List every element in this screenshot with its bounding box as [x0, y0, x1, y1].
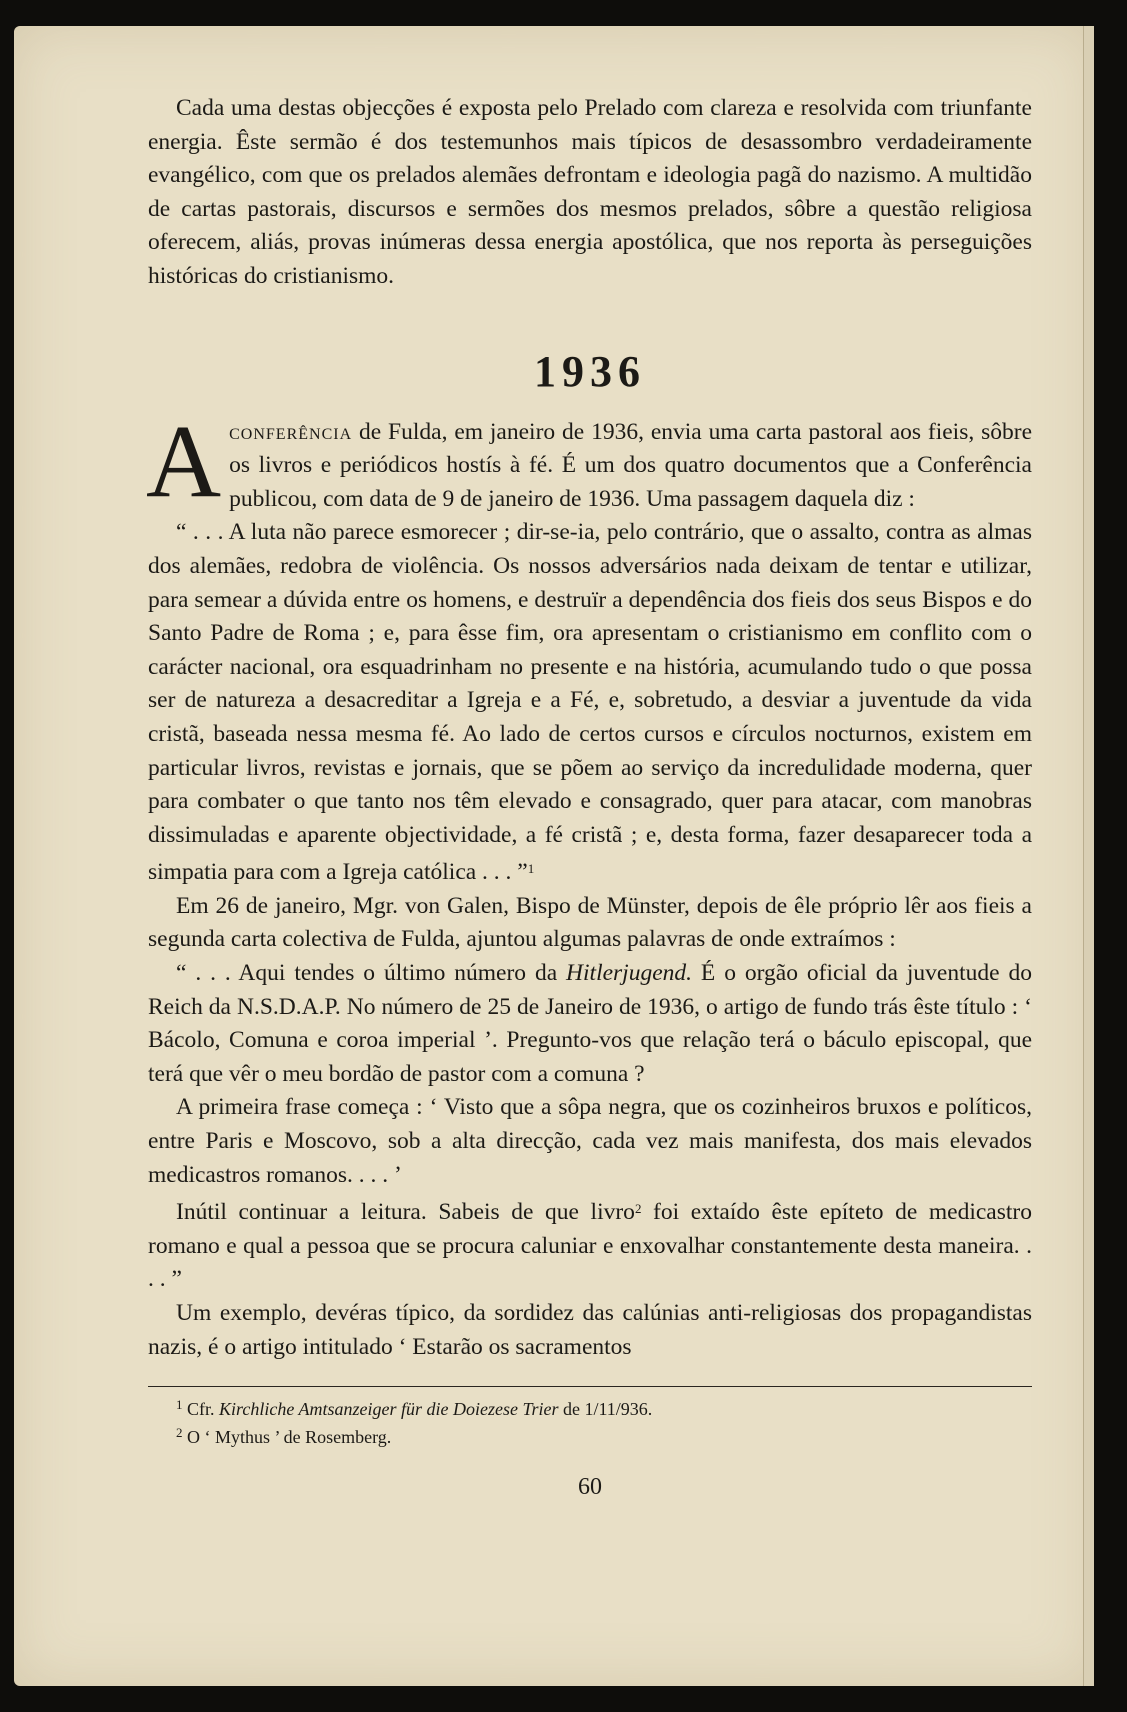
paragraph-conference-text: de Fulda, em janeiro de 1936, envia uma carta pastoral aos fieis, sôbre os livros e periódicos hostís à fé. É um dos quatro documentos que a Conferência publicou, com data de 9 de janeiro de 1936. Uma passagem daquela diz :	[229, 418, 1032, 512]
paragraph-galen: Em 26 de janeiro, Mgr. von Galen, Bispo de Münster, depois de êle próprio lêr aos fieis a segunda carta colectiva de Fulda, ajuntou algumas palavras de onde extraímos :	[148, 892, 1032, 953]
paragraph-useless-start: Inútil continuar a leitura. Sabeis de que livro	[176, 1199, 635, 1226]
footnote-divider	[148, 1386, 1032, 1387]
footnotes	[148, 1393, 1032, 1449]
paragraph-example: Um exemplo, devéras típico, da sordidez das calúnias anti-religiosas dos propagandistas nazis, é o artigo intitulado ‘ Estarão os sacramentos	[148, 1300, 1032, 1360]
footnote-1	[176, 1393, 1032, 1421]
footnote-ref-1: 1	[527, 861, 535, 877]
paragraph-useless	[148, 1192, 1032, 1297]
footnote-1-date: de 1/11/936.	[558, 1399, 653, 1420]
page-content	[148, 92, 1032, 1505]
drop-cap: A	[146, 403, 222, 519]
footnote-2	[176, 1421, 1032, 1449]
paragraph-conference	[146, 403, 1032, 519]
footnote-2-mark: 2	[176, 1425, 183, 1441]
paragraph-intro: Cada uma destas objecções é exposta pelo Prelado com clareza e resolvida com triunfante energia. Êste sermão é dos testemunhos mais típicos de desassombro verdadeiramente evangélico, com que os prelados alemães defrontam e ideologia pagã do nazismo. A multidão de cartas pastorais, discursos e sermões dos mesmos prelados, sôbre a questão religiosa oferecem, aliás, provas inúmeras dessa energia apostólica, que nos reporta às perseguições históricas do cristianismo.	[148, 95, 1032, 289]
smallcaps-word: conferência	[229, 418, 353, 445]
footnote-ref-2: 2	[634, 1201, 642, 1217]
quote-hitlerjugend-rest: É o orgão oficial da juventude do Reich da N.S.D.A.P. No número de 25 de Janeiro de 1936, o artigo de fundo trás êste título : ‘ Bácolo, Comuna e coroa imperial ’. Pregunto-vos que relação terá o báculo episcopal, que terá que vêr o meu bordão de pastor com a comuna ?	[148, 960, 1032, 1087]
footnote-2-text: O ‘ Mythus ’ de Rosemberg.	[182, 1427, 392, 1448]
title-hitlerjugend: Hitlerjugend.	[566, 960, 693, 987]
paragraph-useless-rest: foi extaído êste epíteto de medicastro romano e qual a pessoa que se procura caluniar e enxovalhar constantemente desta maneira. . . . ”	[148, 1199, 1032, 1293]
quote-hitlerjugend	[148, 957, 1032, 1091]
quote-hitlerjugend-start: “ . . . Aqui tendes o último número da	[176, 960, 567, 987]
page-number: 60	[578, 1474, 602, 1501]
footnote-1-prefix: Cfr.	[182, 1399, 220, 1420]
section-heading-year: 1936	[534, 346, 646, 396]
quote-pastoral-text: “ . . . A luta não parece esmorecer ; dir-se-ia, pelo contrário, que o assalto, contra as almas dos alemães, redobra de violência. Os nossos adversários nada deixam de tentar e utilizar, para semear a dúvida entre os homens, e destruïr a dependência dos fieis dos seus Bispos e do Santo Padre de Roma ; e, para êsse fim, ora apresentam o cristianismo em conflito com o carácter nacional, ora esquadrinham no presente e na história, acumulando tudo o que possa ser de natureza a desacreditar a Igreja e a Fé, e, sobretudo, a desviar a juventude da vida cristã, baseada nessa mesma fé. Ao lado de certos cursos e círculos nocturnos, existem em particular livros, revistas e jornais, que se põem ao serviço da incredulidade moderna, quer para combater o que tanto nos têm elevado e consagrado, quer para atacar, com manobras dissimuladas e aparente objectividade, a fé cristã ; e, desta forma, fazer desaparecer toda a simpatia para com a Igreja católica . . . ”	[148, 519, 1032, 886]
quote-pastoral-letter	[148, 516, 1032, 890]
paragraph-first-sentence: A primeira frase começa : ‘ Visto que a sôpa negra, que os cozinheiros bruxos e políticos, entre Paris e Moscovo, sob a alta direcção, cada vez mais manifesta, dos mais elevados medicastros romanos. . . . ’	[148, 1094, 1032, 1188]
footnote-1-title: Kirchliche Amtsanzeiger für die Doiezese Trier	[219, 1399, 559, 1420]
page-edge	[1083, 26, 1094, 1686]
footnote-1-mark: 1	[176, 1397, 183, 1413]
